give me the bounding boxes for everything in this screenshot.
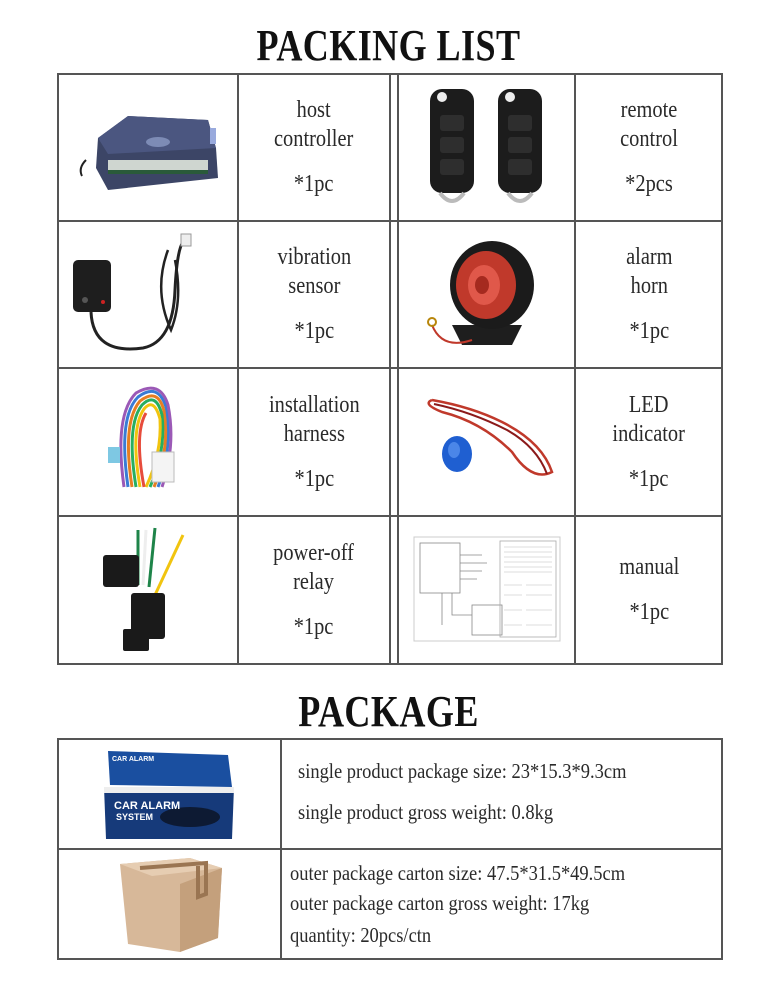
item-label: vibration sensor *1pc <box>277 244 351 344</box>
cardboard-carton-image <box>59 850 280 958</box>
box-text: CAR ALARM <box>113 799 180 812</box>
packing-list-title: PACKING LIST <box>256 21 521 70</box>
item-label: alarm horn *1pc <box>625 244 673 344</box>
item-label: power-off relay *1pc <box>273 539 355 640</box>
host-controller-image <box>59 75 237 220</box>
item-label: installation harness *1pc <box>268 391 360 492</box>
relay-image <box>59 517 237 663</box>
installation-harness-image <box>59 369 237 515</box>
item-label: manual *1pc <box>618 554 680 625</box>
outer-carton-size: outer package carton size: 47.5*31.5*49.5cm <box>290 861 626 885</box>
alarm-horn-image <box>399 222 574 367</box>
item-label: LED indicator *1pc <box>612 391 686 492</box>
single-gross-weight: single product gross weight: 0.8kg <box>298 800 554 824</box>
item-label: remote control *2pcs <box>620 97 678 197</box>
box-text: SYSTEM <box>115 811 153 822</box>
divider <box>389 73 391 665</box>
item-label: host controller *1pc <box>274 97 354 197</box>
single-package-size: single product package size: 23*15.3*9.3cm <box>298 759 627 783</box>
svg-text:CAR ALARM: CAR ALARM <box>111 755 154 763</box>
carton-quantity: quantity: 20pcs/ctn <box>290 923 432 947</box>
vibration-sensor-image <box>59 222 237 367</box>
car-alarm-box-image <box>59 740 280 848</box>
package-title: PACKAGE <box>298 687 479 736</box>
led-indicator-image <box>399 369 574 515</box>
outer-carton-gross-weight: outer package carton gross weight: 17kg <box>290 891 590 915</box>
manual-image <box>399 517 574 663</box>
remote-control-image <box>399 75 574 220</box>
